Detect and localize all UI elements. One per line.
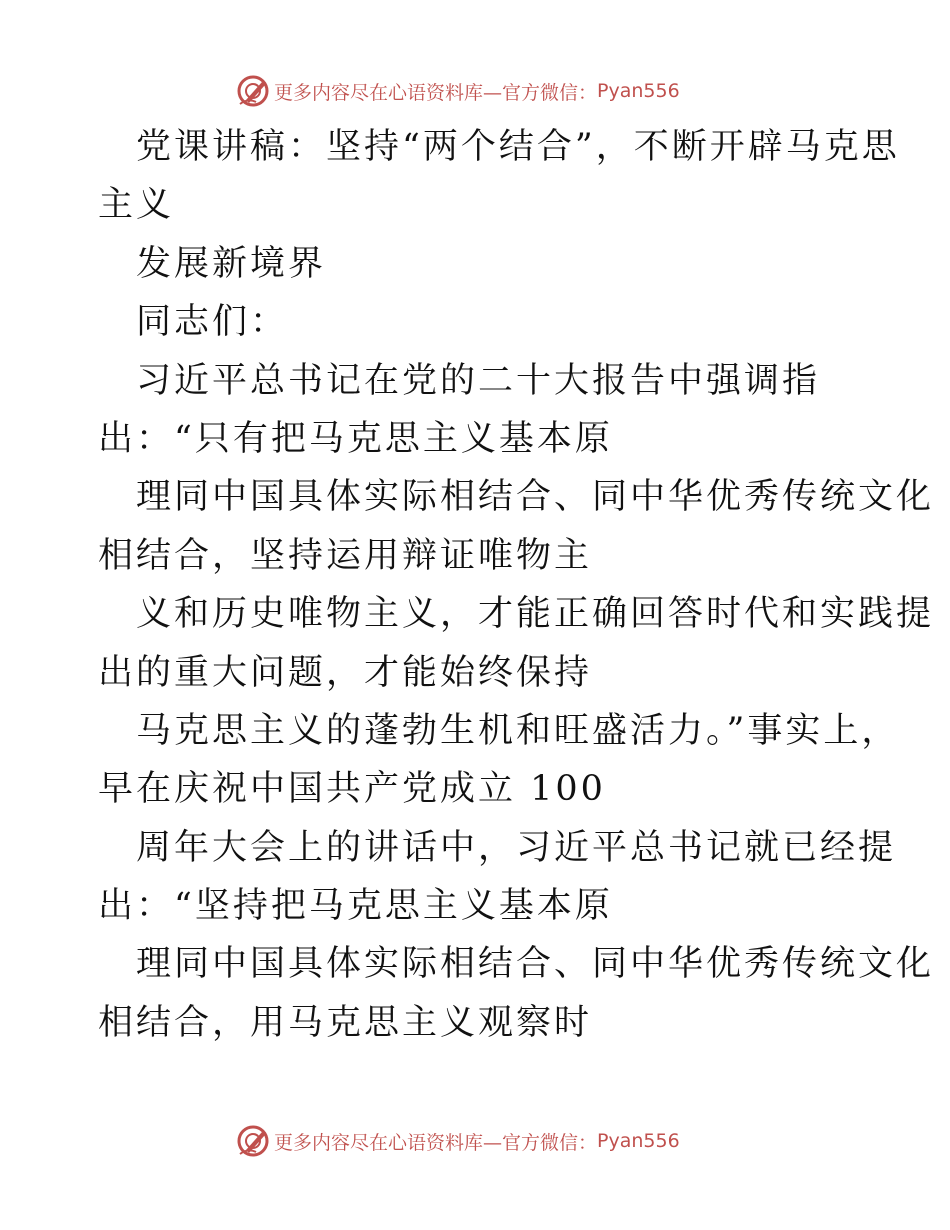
text-line: 理同中国具体实际相结合、同中华优秀传统文化 [136, 944, 935, 985]
watermark-wechat-id: Pyan556 [597, 80, 680, 102]
header-watermark [236, 71, 680, 111]
text-line: 理同中国具体实际相结合、同中华优秀传统文化 [136, 477, 935, 518]
text-line: 党课讲稿：坚持“两个结合”，不断开辟马克思 [136, 127, 900, 167]
text-line: 马克思主义的蓬勃生机和旺盛活力。”事实上， [136, 710, 900, 751]
text-line: 发展新境界 [136, 243, 327, 284]
document-body [98, 118, 935, 1052]
text-line: 义和历史唯物主义，才能正确回答时代和实践提 [136, 594, 935, 635]
text-line: 出的重大问题，才能始终保持 [98, 652, 593, 693]
text-line: 同志们： [136, 302, 289, 343]
text-line: 习近平总书记在党的二十大报告中强调指 [136, 360, 821, 401]
brand-logo-icon [236, 1124, 270, 1158]
text-line: 周年大会上的讲话中，习近平总书记就已经提 [136, 827, 897, 868]
text-line: 出：“坚持把马克思主义基本原 [98, 886, 613, 927]
watermark-text: 更多内容尽在心语资料库—官方微信： [274, 81, 598, 104]
brand-logo-icon [236, 74, 270, 108]
text-line: 早在庆祝中国共产党成立 100 [98, 769, 606, 810]
text-line: 出：“只有把马克思主义基本原 [98, 418, 613, 459]
watermark-text: 更多内容尽在心语资料库—官方微信： [274, 1131, 598, 1154]
text-line: 相结合，坚持运用辩证唯物主 [98, 535, 593, 576]
text-line: 主义 [98, 185, 175, 226]
footer-watermark [236, 1121, 680, 1161]
watermark-wechat-id: Pyan556 [597, 1130, 680, 1152]
text-line: 相结合，用马克思主义观察时 [98, 1002, 593, 1043]
